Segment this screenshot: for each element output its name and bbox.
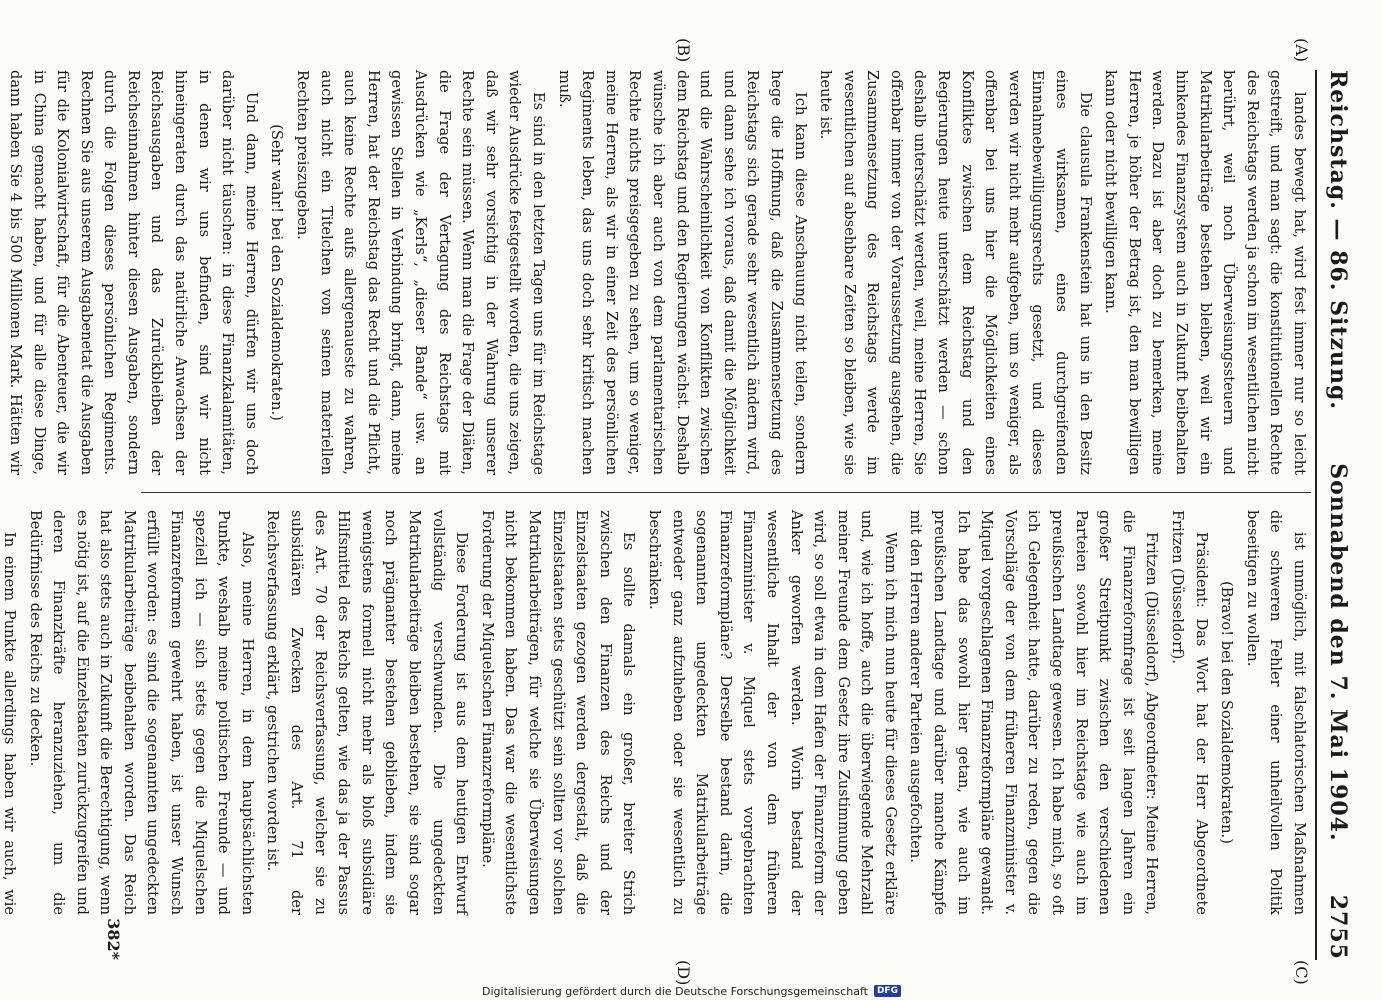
paragraph: (Bravo! bei den Sozialdemokraten.) [1218, 581, 1236, 844]
paragraph: In einem Punkte allerdings haben wir auch, wie [0, 532, 18, 915]
left-text-column [6, 70, 1311, 475]
header-rule [1315, 70, 1317, 960]
header-left: Reichstag. — 86. Sitzung. [1325, 70, 1351, 411]
paragraph: Fritzen (Düsseldorf), Abgeordneter: Meine Herren, die Finanzreformfrage ist seit langen Jahren ein großer Streitpunkt zwischen den verschiedenen Parteien sowohl hier im Reichstage wie auch im preußischen Landtage gewesen. Ich habe mich, so oft ich Gelegenheit hatte, darüber zu reden, gegen die Vorschläge der von dem früheren Finanzminister v. Miquel vorgeschlagenen Finanzreformpläne gewandt. Ich habe das sowohl hier getan, wie auch im preußischen Landtage und darüber manche Kämpfe mit den Herren anderer Parteien ausgefochten. [907, 510, 1161, 915]
paragraph: Präsident: Das Wort hat der Herr Abgeordnete Fritzen (Düsseldorf). [1169, 510, 1210, 915]
paragraph: Diese Forderung ist aus dem heutigen Entwurf vollständig verschwunden. Die ungedeckten Matrikularbeiträge bleiben bestehen, sie sind sogar noch prägnanter bestehen geblieben, indem sie wenigstens formell nicht mehr als bloß subsidiäre Hilfsmittel des Reichs gelten, wie das ja der Passus des Art. 70 der Reichsverfassung, welcher sie zu subsidiären Zwecken des Art. 71 der Reichsverfassung erklärt, gestrichen worden ist. [264, 510, 471, 915]
margin-marker-b: (B) [674, 38, 693, 63]
paragraph: Es sind in den letzten Tagen uns für im Reichstage wieder Ausdrücke festgestellt worden, die uns zeigen, daß wir sehr vorsichtig in der Wahrung unserer Rechte sein müssen. Wenn man die Frage der Diäten, die Frage der Vertagung des Reichstags mit Ausdrücken wie „Kerls“, „dieser Bande“ usw. an gewissen Stellen in Verbindung bringt, dann, meine Herren, hat der Reichstag das Recht und die Pflicht, auch keine Rechte aufs allergenaueste zu wahren, auch nicht ein Titelchen von seinen materiellen Rechten preiszugeben. [294, 70, 547, 475]
paragraph: Also, meine Herren, in dem hauptsächlichsten Punkte, weshalb meine politischen Freunde — und speziell ich — sich stets gegen die Miquelschen Finanzreformen gewehrt haben, ist unser Wunsch erfüllt worden: es sind die sogenannten ungedeckten Matrikularbeiträge beibehalten worden. Das Reich hat also stets auch in Zukunft die Berechtigung, wenn es nötig ist, auf die Einzelstaaten zurückzugreifen und deren Finanzkräfte heranzuziehen, um die Bedürfnisse des Reichs zu decken. [26, 510, 256, 915]
paragraph: Ich kann diese Anschauung nicht teilen, sondern hege die Hoffnung, daß die Zusammensetzung des Reichstags sich gerade sehr wesentlich ändern wird, und dann sehe ich voraus, daß damit die Möglichkeit und die Wahrscheinlichkeit von Konflikten zwischen dem Reichstag und den Regierungen wächst. Deshalb wünsche ich aber auch von dem parlamentarischen Rechte nichts preisgegeben zu sehen, um so weniger, meine Herren, als wir in einer Zeit des persönlichen Regiments leben, das uns doch sehr kritisch machen muß. [555, 70, 809, 475]
paragraph: Es sollte damals ein großer, breiter Strich zwischen den Finanzen des Reichs und der Einzelstaaten gezogen werden dergestalt, daß die Einzelstaaten stets geschützt sein sollten vor solchen Matrikularbeiträgen, für welche sie Überweisungen nicht bekommen haben. Das war die wesentlichste Forderung der Miquelschen Finanzreformpläne. [478, 510, 638, 915]
paragraph: (Sehr wahr! bei den Sozialdemokraten.) [268, 124, 286, 421]
paragraph: Wenn ich mich nun heute für dieses Gesetz erkläre und, wie ich hoffe, auch die überwiegende Mehrzahl meiner Freunde dem Gesetz ihre Zustimmung geben wird, so soll etwa in dem Hafen der Finanzreform der Anker geworfen werden. Worin bestand der wesentliche Inhalt der von dem früheren Finanzminister v. Miquel stets vorgebrachten Finanzreformpläne? Derselbe bestand darin, die sogenannten ungedeckten Matrikularbeiträge entweder ganz aufzuheben oder sie wesentlich zu beschränken. [645, 510, 899, 915]
right-text-column [0, 510, 1311, 915]
digitization-credit [0, 982, 1383, 1000]
digitization-note: Digitalisierung gefördert durch die Deutsche Forschungsgemeinschaft [482, 984, 868, 998]
margin-marker-c: (C) [1292, 960, 1311, 985]
paragraph: Die clausula Frankenstein hat uns in den Besitz eines wirksamen, eines durchgreifenden Einnahmebewilligungsrechts gesetzt, und dieses werden wir nicht mehr aufgeben, um so weniger, als offenbar bei uns hier die Möglichkeiten eines Konfliktes zwischen dem Reichstag und den Regierungen heute unterschätzt werden — schon deshalb unterschätzt werden, weil, meine Herren, Sie offenbar immer von der Voraussetzung ausgehen, die Zusammensetzung des Reichstags werde im wesentlichen auf absehbare Zeiten so bleiben, wie sie heute ist. [817, 70, 1094, 475]
margin-marker-a: (A) [1292, 38, 1311, 63]
dfg-logo-icon: DFG [874, 985, 901, 997]
margin-marker-d: (D) [674, 960, 693, 986]
paragraph: Und dann, meine Herren, dürfen wir uns doch darüber nicht täuschen: in diese Finanzkalamitäten, in denen wir uns befinden, sind wir nicht hineingeraten durch das natürliche Anwachsen der Reichsausgaben und das Zurückbleiben der Reichseinnahmen hinter diesen Ausgaben, sondern durch die Folgen dieses persönlichen Regiments. Rechnen Sie aus unserem Ausgabenetat die Ausgaben für die Kolonialwirtschaft, für die Abenteuer, die wir in China gemacht haben, und für alle diese Dinge, dann haben Sie 4 bis 500 Millionen Mark. Hätten wir [6, 70, 260, 475]
paragraph: landes bewegt hat, wird fest immer nur so leicht gestreift, und man sagt: die konstitutionellen Rechte des Reichstags werden ja schon im wesentlichen nicht berührt, weil noch Überweisungssteuern und Matrikularbeiträge bestehen bleiben, weil wir ein hinkendes Finanzsystem auch in Zukunft beibehalten werden. Dazu ist aber doch zu bemerken, meine Herren, je höher der Betrag ist, den man bewilligen kann oder nicht bewilligen kann. [1102, 70, 1308, 475]
page-number: 2755 [1325, 894, 1351, 960]
paragraph: ist unmöglich, mit falschlatorischen Maßnahmen die schweren Fehler einer unheilvollen Politik beseitigen zu wollen. [1243, 510, 1308, 915]
page-header [1325, 70, 1365, 960]
header-center: Sonnabend den 7. Mai 1904. [1325, 463, 1351, 842]
sheet-signature: 382* [104, 918, 123, 960]
column-divider [141, 492, 1311, 493]
